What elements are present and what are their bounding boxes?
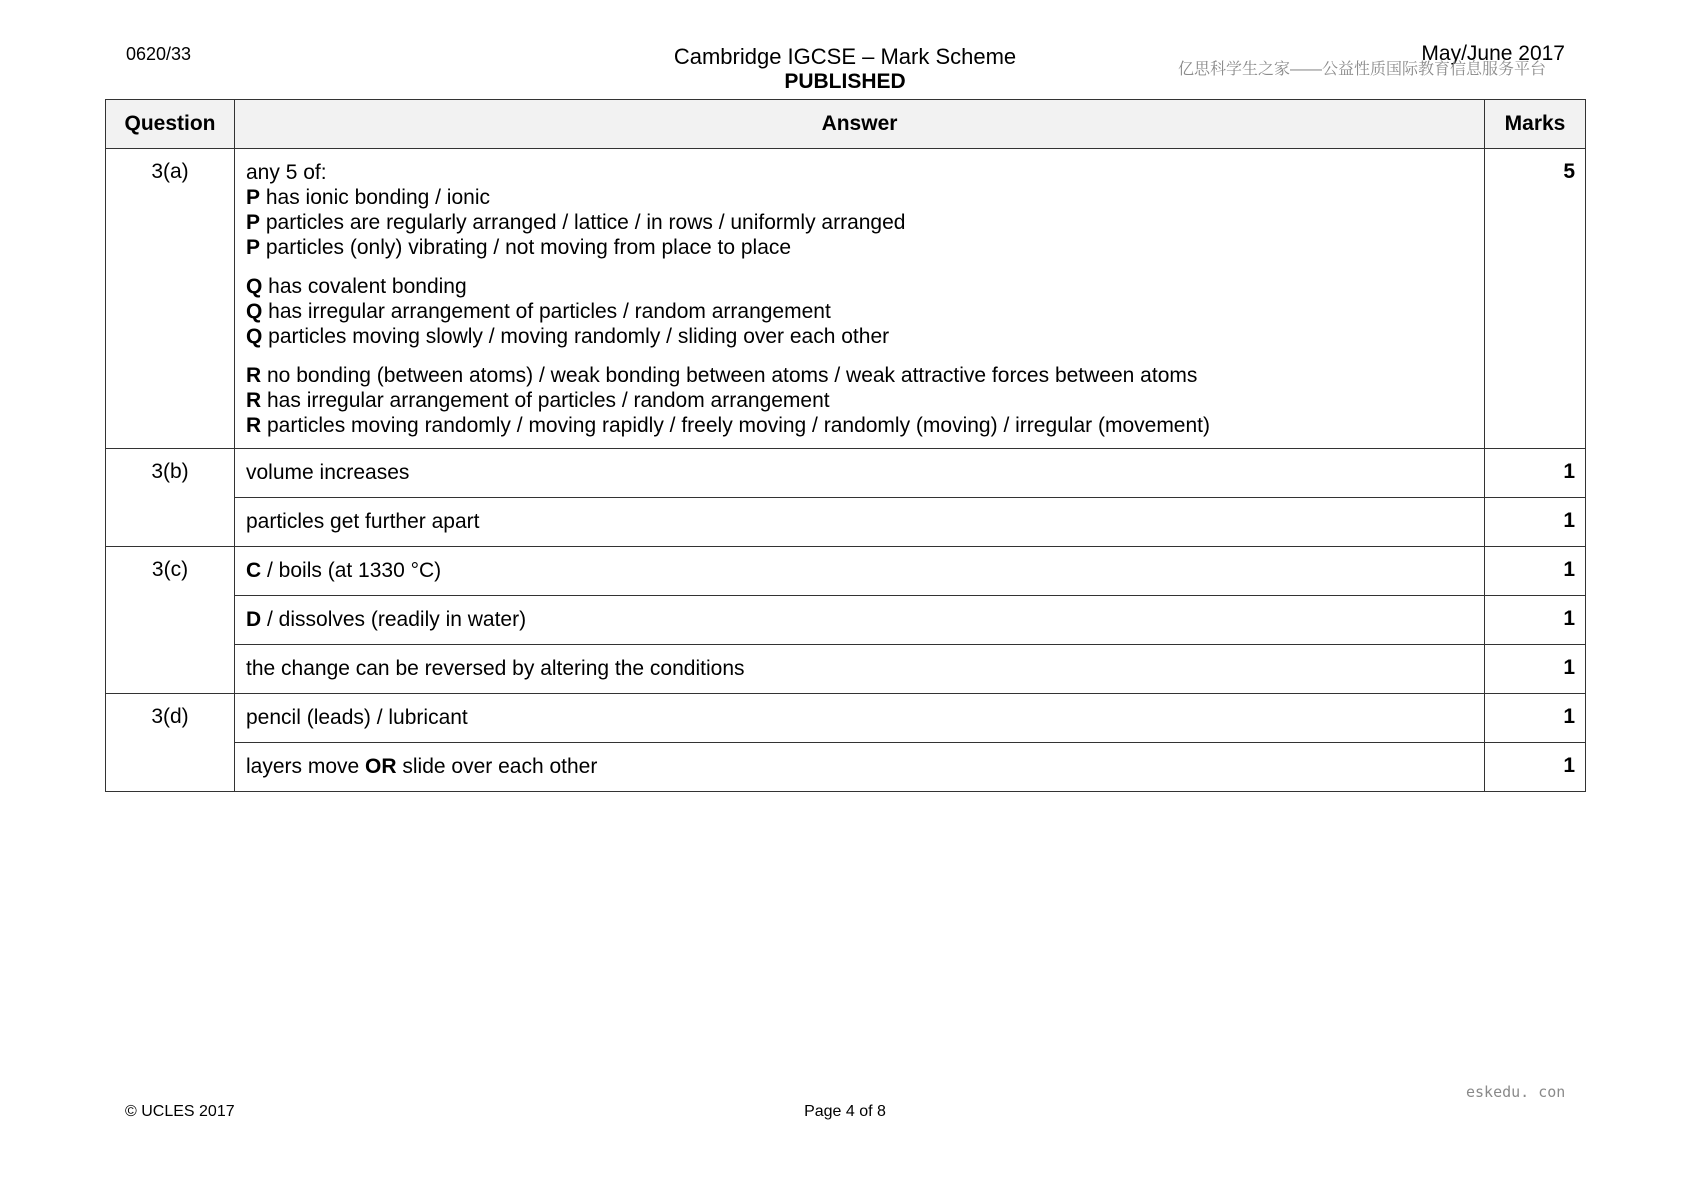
answer-column-header: Answer bbox=[235, 100, 1485, 149]
table-row bbox=[106, 149, 1586, 449]
answer-cell: pencil (leads) / lubricant bbox=[235, 694, 1485, 743]
marks-value: 1 bbox=[1485, 694, 1586, 743]
question-number: 3(c) bbox=[106, 547, 235, 694]
answer-cell: D / dissolves (readily in water) bbox=[235, 596, 1485, 645]
table-row bbox=[106, 743, 1586, 792]
answer-line: R particles moving randomly / moving rapidly / freely moving / randomly (moving) / irregular (movement) bbox=[246, 414, 1210, 437]
table-row bbox=[106, 498, 1586, 547]
answer-cell: layers move OR slide over each other bbox=[235, 743, 1485, 792]
answer-line: R has irregular arrangement of particles / random arrangement bbox=[246, 389, 830, 412]
answer-intro: any 5 of: bbox=[246, 161, 327, 184]
marks-column-header: Marks bbox=[1485, 100, 1586, 149]
answer-line: Q has covalent bonding bbox=[246, 275, 467, 298]
marks-value: 1 bbox=[1485, 547, 1586, 596]
answer-line: P particles (only) vibrating / not moving from place to place bbox=[246, 236, 792, 259]
table-row bbox=[106, 694, 1586, 743]
answer-cell: volume increases bbox=[235, 449, 1485, 498]
answer-cell: the change can be reversed by altering the conditions bbox=[235, 645, 1485, 694]
paper-code: 0620/33 bbox=[126, 44, 192, 64]
table-header-row bbox=[106, 100, 1586, 149]
question-number: 3(b) bbox=[106, 449, 235, 547]
table-row bbox=[106, 596, 1586, 645]
answer-line: R no bonding (between atoms) / weak bonding between atoms / weak attractive forces between atoms bbox=[246, 364, 1198, 387]
answer-cell bbox=[235, 149, 1485, 449]
answer-cell: C / boils (at 1330 °C) bbox=[235, 547, 1485, 596]
marks-value: 1 bbox=[1485, 449, 1586, 498]
marks-value: 1 bbox=[1485, 596, 1586, 645]
question-number: 3(a) bbox=[106, 149, 235, 449]
marks-value: 1 bbox=[1485, 498, 1586, 547]
marks-value: 1 bbox=[1485, 645, 1586, 694]
document-header bbox=[600, 44, 1090, 94]
copyright: © UCLES 2017 bbox=[125, 1103, 235, 1120]
answer-line: P particles are regularly arranged / lattice / in rows / uniformly arranged bbox=[246, 211, 906, 234]
watermark-bottom: eskedu. con bbox=[1466, 1083, 1566, 1101]
question-number: 3(d) bbox=[106, 694, 235, 792]
marks-value: 5 bbox=[1485, 149, 1586, 449]
answer-cell: particles get further apart bbox=[235, 498, 1485, 547]
answer-line: Q has irregular arrangement of particles / random arrangement bbox=[246, 300, 831, 323]
table-row bbox=[106, 547, 1586, 596]
document-title: Cambridge IGCSE – Mark Scheme bbox=[673, 44, 1017, 69]
answer-line: Q particles moving slowly / moving randomly / sliding over each other bbox=[246, 325, 890, 348]
table-row bbox=[106, 645, 1586, 694]
question-column-header: Question bbox=[106, 100, 235, 149]
table-row bbox=[106, 449, 1586, 498]
marks-value: 1 bbox=[1485, 743, 1586, 792]
mark-scheme-table bbox=[105, 99, 1586, 792]
published-label: PUBLISHED bbox=[784, 70, 906, 93]
exam-session: May/June 2017 bbox=[1421, 42, 1565, 65]
page-number: Page 4 of 8 bbox=[804, 1103, 886, 1120]
answer-line: P has ionic bonding / ionic bbox=[246, 186, 491, 209]
watermark-top: 亿思科学生之家——公益性质国际教育信息服务平台 bbox=[1178, 61, 1547, 78]
